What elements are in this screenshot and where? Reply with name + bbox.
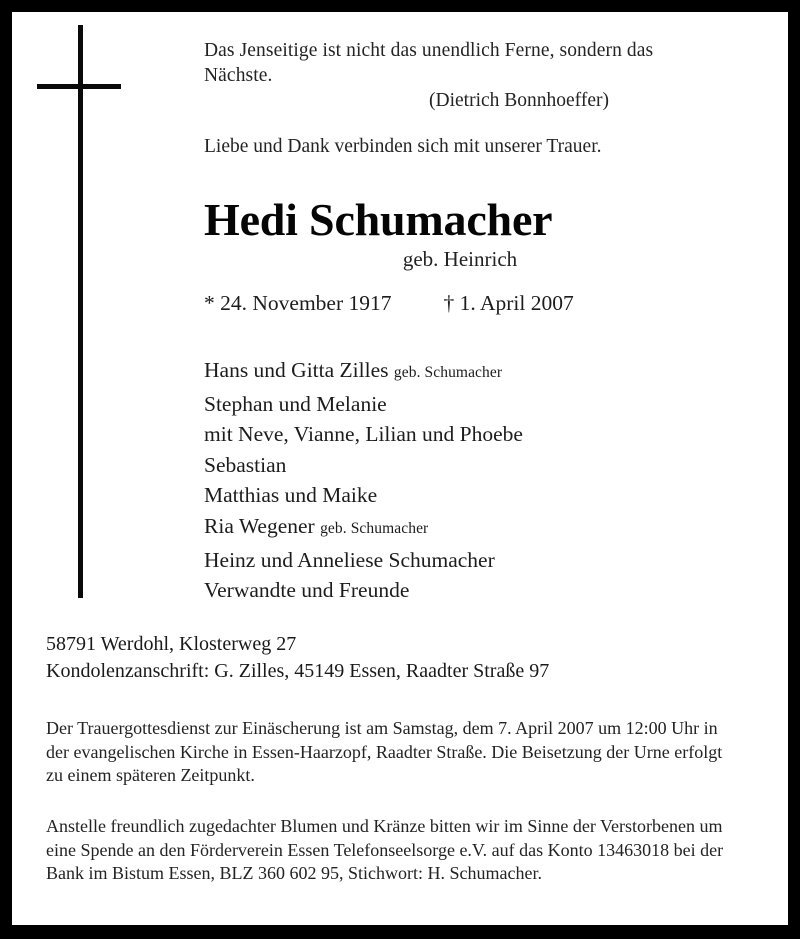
list-item xyxy=(204,389,724,420)
list-item xyxy=(204,545,724,576)
life-dates xyxy=(204,290,724,317)
survivor-name: Stephan und Melanie xyxy=(204,391,387,416)
list-item xyxy=(204,355,724,389)
address-line-residence: 58791 Werdohl, Klosterweg 27 xyxy=(46,633,297,655)
obituary-notice-card xyxy=(12,12,788,925)
cross-vertical-bar xyxy=(78,25,83,598)
survivor-maiden-name: geb. Schumacher xyxy=(393,364,503,381)
service-details-block xyxy=(46,717,736,788)
quote-attribution: (Dietrich Bonnhoeffer) xyxy=(429,90,609,111)
list-item xyxy=(204,511,724,545)
cross-horizontal-bar xyxy=(37,84,121,89)
birth-date: * 24. November 1917 xyxy=(204,291,392,315)
service-paragraph: Der Trauergottesdienst zur Einäscherung ist am Samstag, dem 7. April 2007 um 12:00 Uhr in der evangelischen Kirche in Essen-Haarzopf, Raadter Straße. Die Beisetzung der Urne erfolgt zu einem späteren Zeitpunkt. xyxy=(46,718,723,785)
list-item xyxy=(204,450,724,481)
deceased-name-block xyxy=(204,194,724,272)
death-date: † 1. April 2007 xyxy=(443,291,574,315)
survivor-name: Heinz und Anneliese Schumacher xyxy=(204,547,495,572)
address-line-condolence: Kondolenzanschrift: G. Zilles, 45149 Essen, Raadter Straße 97 xyxy=(46,660,550,682)
life-dates-block xyxy=(204,290,724,317)
christian-cross-icon xyxy=(12,12,152,612)
survivor-name: mit Neve, Vianne, Lilian und Phoebe xyxy=(204,422,523,447)
lead-line: Liebe und Dank verbinden sich mit unserer Trauer. xyxy=(204,136,602,157)
survivor-name: Matthias und Maike xyxy=(204,483,378,508)
survivor-maiden-name: geb. Schumacher xyxy=(320,519,429,537)
donation-paragraph: Anstelle freundlich zugedachter Blumen und Kränze bitten wir im Sinne der Verstorbenen um eine Spende an den Förderverein Essen Telefonseelsorge e.V. auf das Konto 13463018 bei der Bank im Bistum Essen, BLZ 360 602 95, Stichwort: H. Schumacher. xyxy=(46,816,724,883)
deceased-maiden-name: geb. Heinrich xyxy=(402,247,518,271)
survivors-block xyxy=(204,355,724,606)
survivor-name: Hans und Gitta Zilles xyxy=(204,358,389,382)
deceased-name: Hedi Schumacher xyxy=(204,194,553,245)
address-block xyxy=(46,631,736,685)
survivors-list xyxy=(204,355,724,606)
survivor-name: Ria Wegener xyxy=(204,513,315,538)
donation-details-block xyxy=(46,815,736,886)
quote-text: Das Jenseitige ist nicht das unendlich Ferne, sondern das Nächste. xyxy=(204,40,654,86)
list-item xyxy=(204,419,724,450)
lead-line-block xyxy=(204,134,724,159)
list-item xyxy=(204,480,724,511)
survivor-name: Verwandte und Freunde xyxy=(204,578,410,603)
quote-block xyxy=(204,38,724,113)
list-item xyxy=(204,575,724,606)
survivor-name: Sebastian xyxy=(204,452,287,477)
